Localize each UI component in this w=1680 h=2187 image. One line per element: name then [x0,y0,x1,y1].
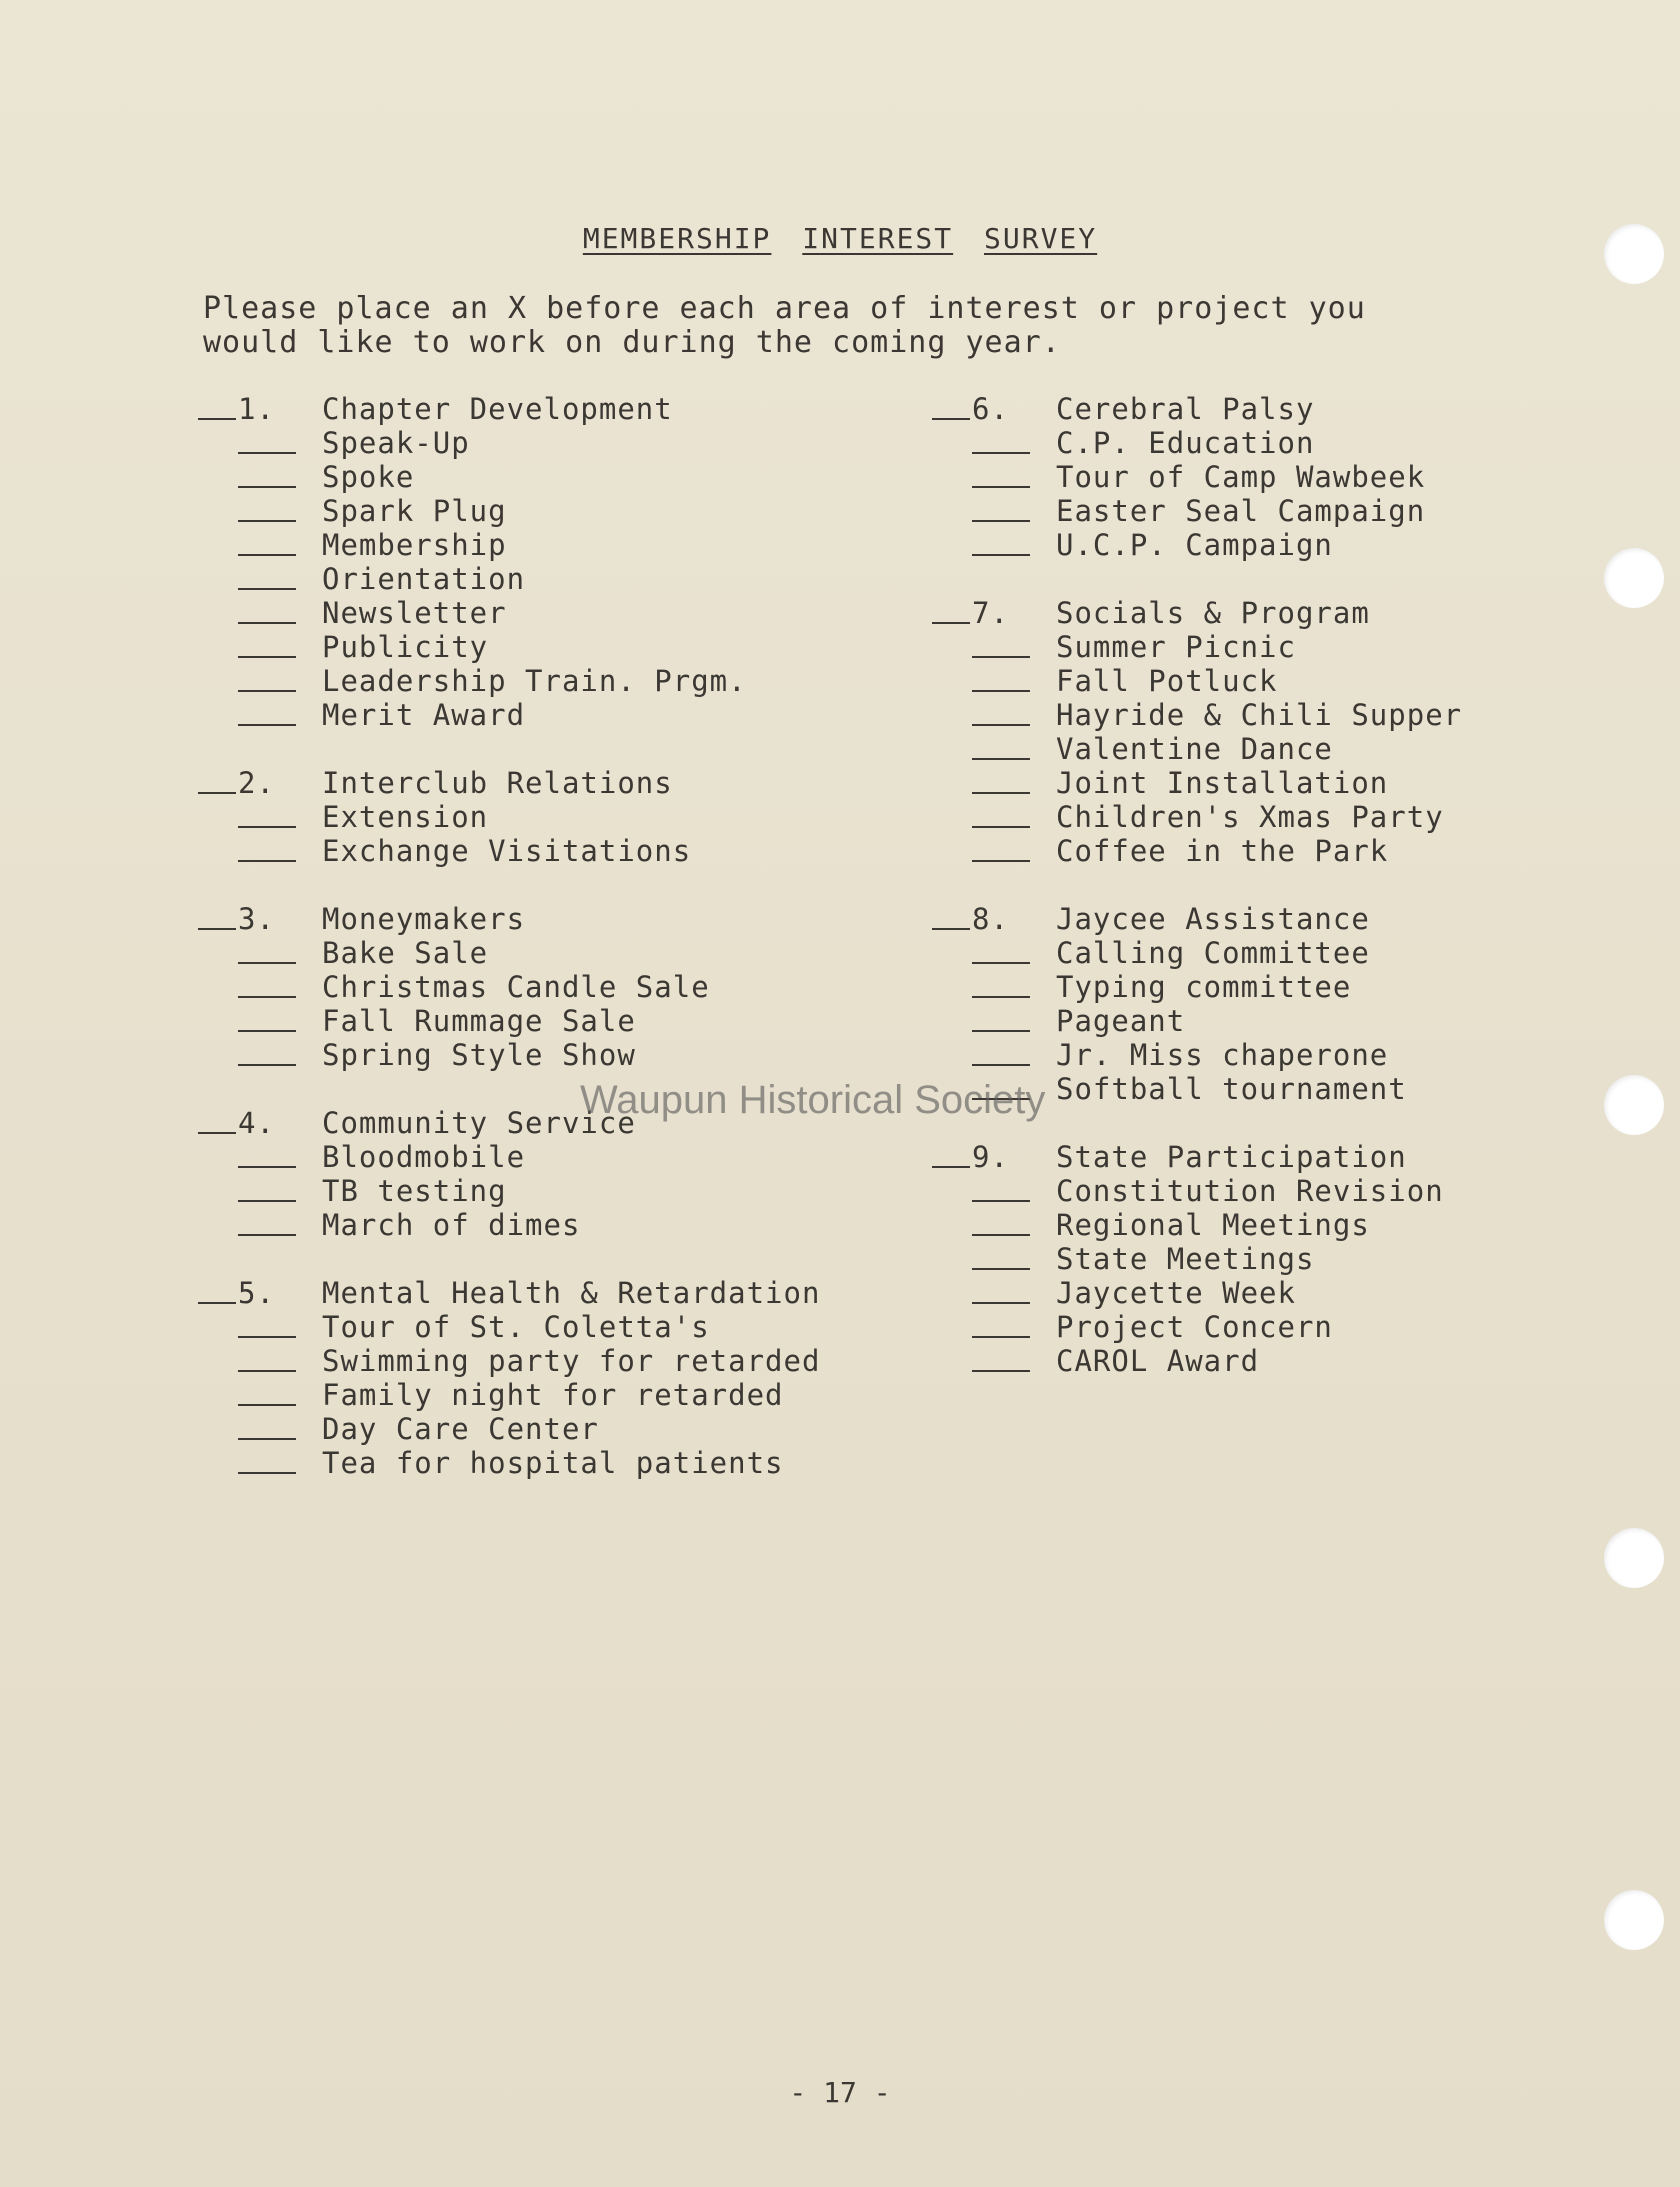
watermark: Waupun Historical Society [580,1078,1046,1122]
survey-item [198,664,878,698]
item-label: Easter Seal Campaign [1056,494,1426,528]
item-label: Tour of Camp Wawbeek [1056,460,1426,494]
item-label: C.P. Education [1056,426,1315,460]
checkbox-blank[interactable] [972,1336,1030,1338]
survey-section [932,902,1552,1106]
checkbox-blank[interactable] [238,1336,296,1338]
item-label: Publicity [322,630,489,664]
survey-item [932,1004,1552,1038]
checkbox-blank[interactable] [972,1064,1030,1066]
item-label: Leadership Train. Prgm. [322,664,747,698]
punch-hole [1604,1890,1664,1950]
punch-hole [1604,1075,1664,1135]
checkbox-blank[interactable] [238,1030,296,1032]
survey-item [198,970,878,1004]
punch-hole [1604,1528,1664,1588]
section-title: Cerebral Palsy [1056,392,1315,426]
survey-item [932,800,1552,834]
section-number: 8. [972,902,1009,936]
survey-item [198,1038,878,1072]
checkbox-blank[interactable] [972,1200,1030,1202]
item-label: March of dimes [322,1208,581,1242]
item-label: Pageant [1056,1004,1186,1038]
section-number: 4. [238,1106,275,1140]
survey-item [932,664,1552,698]
item-label: Tour of St. Coletta's [322,1310,710,1344]
section-heading [198,1276,878,1310]
checkbox-blank[interactable] [932,622,970,624]
checkbox-blank[interactable] [972,996,1030,998]
section-number: 5. [238,1276,275,1310]
section-heading [198,902,878,936]
item-label: Swimming party for retarded [322,1344,821,1378]
checkbox-blank[interactable] [198,1302,236,1304]
checkbox-blank[interactable] [972,690,1030,692]
survey-section [198,1106,878,1242]
checkbox-blank[interactable] [972,758,1030,760]
item-label: Project Concern [1056,1310,1333,1344]
survey-item [198,1412,878,1446]
survey-item [198,528,878,562]
survey-item [198,800,878,834]
checkbox-blank[interactable] [932,928,970,930]
item-label: Coffee in the Park [1056,834,1389,868]
checkbox-blank[interactable] [238,996,296,998]
item-label: Softball tournament [1056,1072,1407,1106]
survey-item [198,834,878,868]
item-label: Speak-Up [322,426,470,460]
section-title: Mental Health & Retardation [322,1276,821,1310]
section-heading [198,766,878,800]
section-number: 2. [238,766,275,800]
survey-item [932,732,1552,766]
item-label: Spark Plug [322,494,507,528]
survey-item [198,1310,878,1344]
survey-item [932,1038,1552,1072]
checkbox-blank[interactable] [238,588,296,590]
item-label: Membership [322,528,507,562]
section-title: Community Service [322,1106,636,1140]
item-label: CAROL Award [1056,1344,1260,1378]
item-label: Children's Xmas Party [1056,800,1444,834]
survey-item [932,630,1552,664]
checkbox-blank[interactable] [238,486,296,488]
item-label: Jaycette Week [1056,1276,1296,1310]
checkbox-blank[interactable] [238,1200,296,1202]
checkbox-blank[interactable] [972,724,1030,726]
section-heading [932,902,1552,936]
survey-item [932,1242,1552,1276]
survey-item [932,1174,1552,1208]
item-label: Fall Potluck [1056,664,1278,698]
item-label: Bloodmobile [322,1140,526,1174]
survey-item [198,596,878,630]
checkbox-blank[interactable] [972,860,1030,862]
survey-item [932,494,1552,528]
section-number: 9. [972,1140,1009,1174]
section-title: Socials & Program [1056,596,1370,630]
checkbox-blank[interactable] [238,452,296,454]
survey-section [198,392,878,732]
survey-item [932,766,1552,800]
checkbox-blank[interactable] [238,962,296,964]
survey-item [198,1140,878,1174]
survey-item [198,1004,878,1038]
title-word: INTEREST [802,222,954,255]
survey-section [198,766,878,868]
checkbox-blank[interactable] [972,826,1030,828]
survey-item [198,426,878,460]
survey-item [198,1344,878,1378]
survey-item [932,1208,1552,1242]
checkbox-blank[interactable] [972,1302,1030,1304]
survey-item [198,1446,878,1480]
title-word: SURVEY [984,222,1098,255]
item-label: Family night for retarded [322,1378,784,1412]
item-label: Exchange Visitations [322,834,692,868]
item-label: Fall Rummage Sale [322,1004,636,1038]
checkbox-blank[interactable] [972,792,1030,794]
checkbox-blank[interactable] [238,1472,296,1474]
checkbox-blank[interactable] [238,1404,296,1406]
checkbox-blank[interactable] [238,1234,296,1236]
checkbox-blank[interactable] [238,1438,296,1440]
punch-hole [1604,548,1664,608]
title-word: MEMBERSHIP [582,222,772,255]
section-number: 7. [972,596,1009,630]
checkbox-blank[interactable] [198,418,236,420]
section-number: 3. [238,902,275,936]
survey-item [932,528,1552,562]
survey-item [932,1310,1552,1344]
checkbox-blank[interactable] [238,724,296,726]
item-label: Constitution Revision [1056,1174,1444,1208]
instructions [203,292,1503,360]
item-label: Bake Sale [322,936,489,970]
checkbox-blank[interactable] [238,690,296,692]
survey-item [932,1344,1552,1378]
survey-title [0,222,1680,255]
item-label: Hayride & Chili Supper [1056,698,1463,732]
checkbox-blank[interactable] [972,554,1030,556]
item-label: Calling Committee [1056,936,1370,970]
section-title: State Participation [1056,1140,1407,1174]
survey-item [932,460,1552,494]
section-heading [932,392,1552,426]
survey-item [198,936,878,970]
survey-item [932,936,1552,970]
section-title: Moneymakers [322,902,526,936]
item-label: Jr. Miss chaperone [1056,1038,1389,1072]
survey-item [932,1276,1552,1310]
checkbox-blank[interactable] [198,928,236,930]
left-column [198,392,878,1514]
section-title: Interclub Relations [322,766,673,800]
checkbox-blank[interactable] [238,520,296,522]
item-label: U.C.P. Campaign [1056,528,1333,562]
survey-section [932,392,1552,562]
survey-section [198,1276,878,1480]
item-label: Newsletter [322,596,507,630]
item-label: Extension [322,800,489,834]
checkbox-blank[interactable] [972,486,1030,488]
section-number: 1. [238,392,275,426]
item-label: State Meetings [1056,1242,1315,1276]
section-title: Chapter Development [322,392,673,426]
section-heading [198,392,878,426]
survey-item [198,1174,878,1208]
survey-item [198,1208,878,1242]
section-heading [932,596,1552,630]
item-label: Typing committee [1056,970,1352,1004]
checkbox-blank[interactable] [238,656,296,658]
checkbox-blank[interactable] [972,520,1030,522]
item-label: Regional Meetings [1056,1208,1370,1242]
item-label: Orientation [322,562,526,596]
section-heading [932,1140,1552,1174]
survey-section [932,596,1552,868]
section-title: Jaycee Assistance [1056,902,1370,936]
checkbox-blank[interactable] [198,1132,236,1134]
survey-section [932,1140,1552,1378]
item-label: TB testing [322,1174,507,1208]
checkbox-blank[interactable] [932,418,970,420]
section-number: 6. [972,392,1009,426]
checkbox-blank[interactable] [238,826,296,828]
checkbox-blank[interactable] [972,1234,1030,1236]
survey-item [198,698,878,732]
item-label: Day Care Center [322,1412,599,1446]
right-column [932,392,1552,1412]
checkbox-blank[interactable] [972,452,1030,454]
checkbox-blank[interactable] [972,962,1030,964]
item-label: Merit Award [322,698,526,732]
item-label: Summer Picnic [1056,630,1296,664]
survey-section [198,902,878,1072]
checkbox-blank[interactable] [972,1030,1030,1032]
checkbox-blank[interactable] [238,1064,296,1066]
checkbox-blank[interactable] [238,1370,296,1372]
checkbox-blank[interactable] [972,1268,1030,1270]
item-label: Spoke [322,460,415,494]
checkbox-blank[interactable] [238,1166,296,1168]
item-label: Spring Style Show [322,1038,636,1072]
survey-item [932,426,1552,460]
item-label: Joint Installation [1056,766,1389,800]
item-label: Christmas Candle Sale [322,970,710,1004]
survey-item [932,698,1552,732]
page-number: - 17 - [789,2076,891,2109]
checkbox-blank[interactable] [198,792,236,794]
instructions-line: would like to work on during the coming year. [203,325,1061,360]
survey-item [932,834,1552,868]
checkbox-blank[interactable] [238,554,296,556]
checkbox-blank[interactable] [238,860,296,862]
item-label: Tea for hospital patients [322,1446,784,1480]
checkbox-blank[interactable] [972,656,1030,658]
checkbox-blank[interactable] [972,1370,1030,1372]
item-label: Valentine Dance [1056,732,1333,766]
survey-item [198,562,878,596]
survey-item [198,494,878,528]
survey-item [198,1378,878,1412]
survey-item [198,630,878,664]
survey-item [198,460,878,494]
instructions-line: Please place an X before each area of interest or project you [203,291,1366,326]
checkbox-blank[interactable] [932,1166,970,1168]
survey-item [932,970,1552,1004]
checkbox-blank[interactable] [238,622,296,624]
